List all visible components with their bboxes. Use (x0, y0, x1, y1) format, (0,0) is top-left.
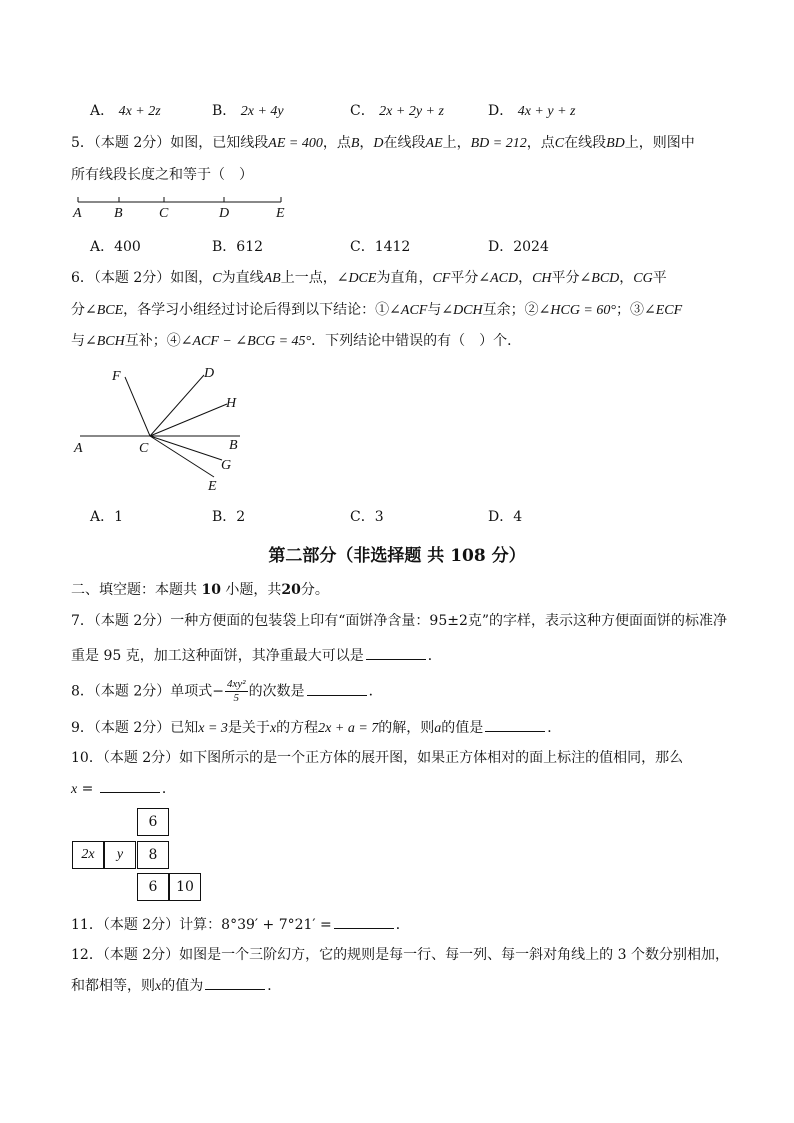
q10-answer-blank[interactable] (100, 778, 160, 793)
q6-option-c: C．3 (350, 509, 384, 525)
q8-answer-blank[interactable] (307, 681, 367, 696)
q11-stem: 11．（本题 2分）计算：8°39′ + 7°21′ = ． (71, 914, 410, 935)
q12-stem-line2: 和都相等，则x的值为 ． (71, 975, 281, 997)
net-cell-y: y (104, 841, 136, 869)
q10-stem-line1: 10．（本题 2分）如下图所示的是一个正方体的展开图，如果正方体相对的面上标注的值相同，那么 (71, 750, 684, 766)
q7-stem-line2: 重是 95 克，加工这种面饼，其净重最大可以是 ． (71, 645, 442, 666)
q6-option-d: D．4 (488, 509, 523, 525)
q12-answer-blank[interactable] (205, 975, 265, 990)
q5-stem-line1: 5．（本题 2分）如图，已知线段AE = 400，点B，D在线段AE上，BD = 212，点C在线段BD上，则图中 (71, 135, 695, 151)
label-g: G (221, 458, 232, 473)
label-c: C (139, 441, 149, 456)
label-f: F (112, 369, 121, 384)
q9-answer-blank[interactable] (485, 717, 545, 732)
q4-option-d: D． 4x + y + z (488, 103, 576, 119)
q5-option-b: B．612 (212, 239, 264, 255)
label-b: B (229, 438, 238, 453)
q5-stem-line2: 所有线段长度之和等于（ ） (71, 167, 253, 183)
q5-option-a: A．400 (90, 239, 141, 255)
net-cell-bottom: 6 (137, 873, 169, 901)
q7-stem-line1: 7．（本题 2分）一种方便面的包装袋上印有“面饼净含量：95±2克”的字样，表示这种方便面面饼的标准净 (71, 613, 728, 629)
q8-fraction: $\frac{\text{4xy²}}{5}$ (227, 678, 246, 704)
q4-option-b: B． 2x + 4y (212, 103, 284, 119)
net-cell-10: 10 (169, 873, 201, 901)
point-label-d: D (219, 206, 230, 221)
q4-option-a: A． 4x + 2z (90, 103, 161, 119)
q8-stem: 8．（本题 2分）单项式− $\frac{\text{4xy²}}{5}$ 的次数是 ． (71, 678, 383, 704)
q6-stem-line2: 分∠BCE，各学习小组经过讨论后得到以下结论：①∠ACF与∠DCH互余；②∠HCG = 60°；③∠ECF (71, 302, 683, 318)
ray-ch (150, 404, 227, 436)
q7-answer-blank[interactable] (366, 645, 426, 660)
point-label-b: B (114, 206, 123, 221)
ray-ce (150, 436, 214, 477)
ray-cf (125, 377, 150, 436)
q5-segment-figure (70, 192, 290, 222)
q6-option-b: B．2 (212, 509, 246, 525)
fill-in-intro: 二、填空题：本题共 10 小题，共20分。 (71, 582, 329, 598)
point-label-e: E (276, 206, 285, 221)
q9-stem: 9．（本题 2分）已知x = 3是关于x的方程2x + a = 7的解，则a的值是 ． (71, 717, 561, 739)
point-label-a: A (73, 206, 82, 221)
q5-option-c: C．1412 (350, 239, 411, 255)
label-d: D (204, 366, 215, 381)
q6-stem-line3: 与∠BCH互补；④∠ACF − ∠BCG = 45°．下列结论中错误的有（ ）个． (71, 333, 522, 349)
ray-cd (150, 375, 204, 436)
q6-stem-line1: 6．（本题 2分）如图，C为直线AB上一点，∠DCE为直角，CF平分∠ACD，CH平分∠BCD，CG平 (71, 270, 667, 286)
net-cell-2x: 2x (72, 841, 104, 869)
q5-option-d: D．2024 (488, 239, 549, 255)
q10-stem-line2: x = ． (71, 778, 176, 800)
q4-option-c: C． 2x + 2y + z (350, 103, 444, 119)
q6-option-a: A．1 (90, 509, 124, 525)
net-cell-8: 8 (137, 841, 169, 869)
ray-cg (150, 436, 222, 460)
label-h: H (226, 396, 237, 411)
label-e: E (208, 479, 217, 494)
section-title: 第二部分（非选择题 共 108 分） (268, 546, 526, 566)
point-label-c: C (159, 206, 169, 221)
q6-angle-figure (70, 360, 270, 500)
q11-answer-blank[interactable] (334, 914, 394, 929)
label-a: A (74, 441, 83, 456)
q12-stem-line1: 12．（本题 2分）如图是一个三阶幻方，它的规则是每一行、每一列、每一斜对角线上的 3 个数分别相加， (71, 947, 729, 963)
net-cell-top: 6 (137, 808, 169, 836)
